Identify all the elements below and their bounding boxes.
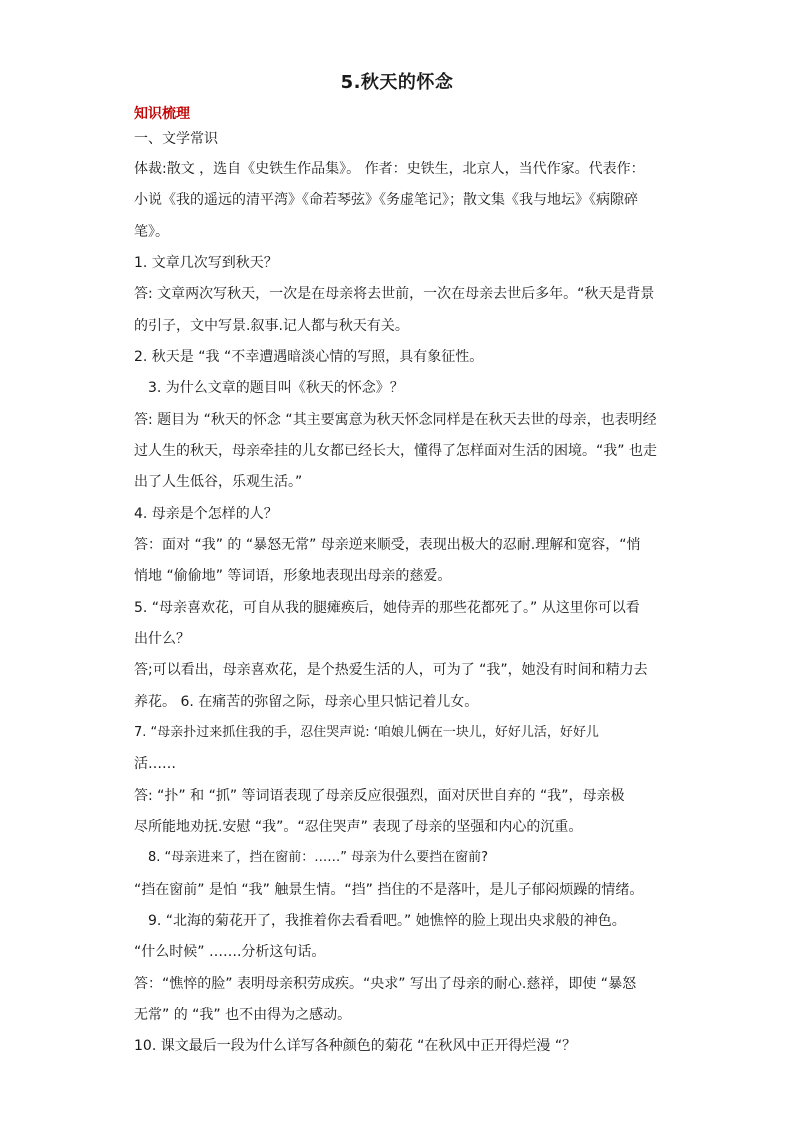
- text-line: 2. 秋天是 “我 “不幸遭遇暗淡心情的写照，具有象征性。: [134, 349, 484, 365]
- text-line: 1. 文章几次写到秋天？: [134, 255, 278, 271]
- text-line: 答: “扑” 和 “抓” 等词语表现了母亲反应很强烈，面对厌世自弃的 “我”，母亲极: [134, 788, 625, 804]
- text-line: 答: 题目为 “秋天的怀念 “其主要寓意为秋天怀念同样是在秋天去世的母亲，也表明经: [134, 412, 657, 428]
- text-line: 答: 文章两次写秋天，一次是在母亲将去世前，一次在母亲去世后多年。“秋天是背景: [134, 286, 655, 302]
- text-line: “挡在窗前” 是怕 “我” 触景生情。“挡” 挡住的不是落叶，是儿子郁闷烦躁的情绪。: [134, 882, 644, 898]
- text-line: 过人生的秋天，母亲牵挂的儿女都已经长大，懂得了怎样面对生活的困境。“我” 也走: [134, 443, 657, 459]
- text-line: 答：面对 “我” 的 “暴怒无常” 母亲逆来顺受，表现出极大的忍耐.理解和宽容，“悄: [134, 537, 641, 553]
- text-line: 活……: [134, 756, 176, 772]
- text-line: 4. 母亲是个怎样的人？: [134, 506, 278, 522]
- text-line: 5. “母亲喜欢花，可自从我的腿瘫痪后，她侍弄的那些花都死了。” 从这里你可以看: [134, 600, 640, 616]
- text-line: 养花。 6. 在痛苦的弥留之际，母亲心里只惦记着儿女。: [134, 694, 479, 710]
- section-heading: 知识梳理: [134, 106, 190, 122]
- text-line: 小说《我的遥远的清平湾》《命若琴弦》《务虚笔记》；散文集《我与地坛》《病隙碎: [134, 192, 638, 208]
- text-line: 出什么？: [134, 631, 190, 647]
- text-line: 9. “北海的菊花开了，我推着你去看看吧。” 她憔悴的脸上现出央求般的神色。: [148, 913, 626, 929]
- text-line: “什么时候” …….分析这句话。: [134, 944, 326, 960]
- text-line: 一、文学常识: [134, 131, 218, 147]
- text-line: 8. “母亲进来了，挡在窗前：……” 母亲为什么要挡在窗前?: [148, 850, 489, 865]
- text-line: 出了人生低谷，乐观生活。”: [134, 474, 303, 490]
- text-line: 笔》。: [134, 224, 169, 240]
- text-line: 无常” 的 “我” 也不由得为之感动。: [134, 1007, 352, 1023]
- text-line: 体裁:散文 ，选自《史铁生作品集》。 作者：史铁生，北京人，当代作家。代表作：: [134, 161, 645, 177]
- text-line: 答;可以看出，母亲喜欢花，是个热爱生活的人，可为了 “我”，她没有时间和精力去: [134, 662, 648, 678]
- text-line: 悄地 “偷偷地” 等词语，形象地表现出母亲的慈爱。: [134, 568, 452, 584]
- text-line: 10. 课文最后一段为什么详写各种颜色的菊花 “在秋风中正开得烂漫 “？: [134, 1038, 577, 1054]
- text-line: 7. “母亲扑过来抓住我的手，忍住哭声说: ‘咱娘儿俩在一块儿，好好儿活，好好儿: [134, 725, 599, 740]
- text-line: 的引子，文中写景.叙事.记人都与秋天有关。: [134, 318, 409, 334]
- text-line: 尽所能地劝抚.安慰 “我”。“忍住哭声” 表现了母亲的坚强和内心的沉重。: [134, 819, 583, 835]
- text-line: 3. 为什么文章的题目叫《秋天的怀念》？: [148, 380, 404, 396]
- page-title: 5.秋天的怀念: [340, 72, 454, 93]
- text-line: 答：“憔悴的脸” 表明母亲积劳成疾。“央求” 写出了母亲的耐心.慈祥，即使 “暴怒: [134, 976, 637, 992]
